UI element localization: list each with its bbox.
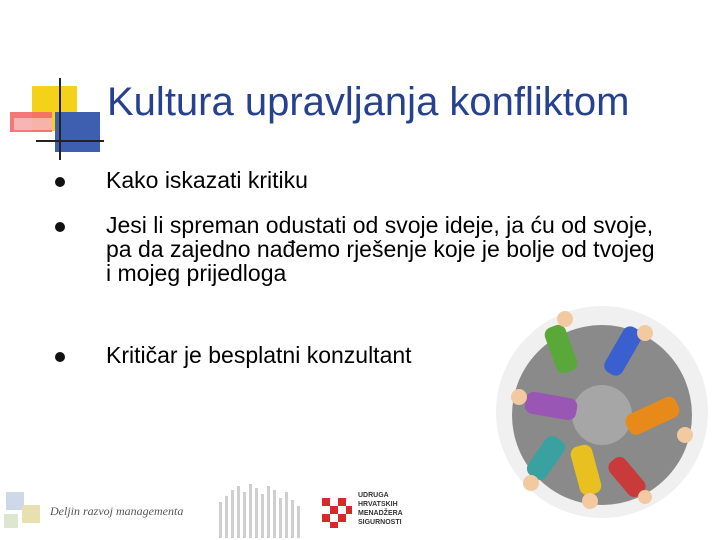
footer-left-logo-text: Deljin razvoj managementa — [50, 504, 184, 518]
footer-logo-square — [22, 505, 40, 523]
bullet-dot-icon — [55, 177, 65, 187]
decor-blue-square — [55, 112, 100, 152]
decor-highlight — [14, 118, 52, 130]
org-logo-icon — [316, 492, 356, 532]
bullet-text: Jesi li spreman odustati od svoje ideje, ja ću od svoje, pa da zajedno nađemo rješenje koje je bolje od tvojeg i mojeg prijedloga — [106, 212, 655, 286]
slide-title: Kultura upravljanja konfliktom — [107, 80, 630, 124]
people-circle-illustration — [495, 305, 710, 520]
bullet-dot-icon — [55, 352, 65, 362]
org-logo-text: UDRUGA HRVATSKIH MENADŽERA SIGURNOSTI — [358, 492, 403, 526]
footer-barcode-graphic — [215, 482, 310, 538]
bullet-text: Kritičar je besplatni konzultant — [106, 342, 412, 368]
decor-horizontal-line — [36, 140, 104, 142]
footer-logo-square — [4, 514, 18, 528]
bullet-item — [55, 213, 656, 285]
decor-vertical-line — [59, 78, 61, 160]
bullet-text: Kako iskazati kritiku — [106, 167, 308, 193]
bullet-item — [55, 168, 656, 192]
bullet-dot-icon — [55, 222, 65, 232]
